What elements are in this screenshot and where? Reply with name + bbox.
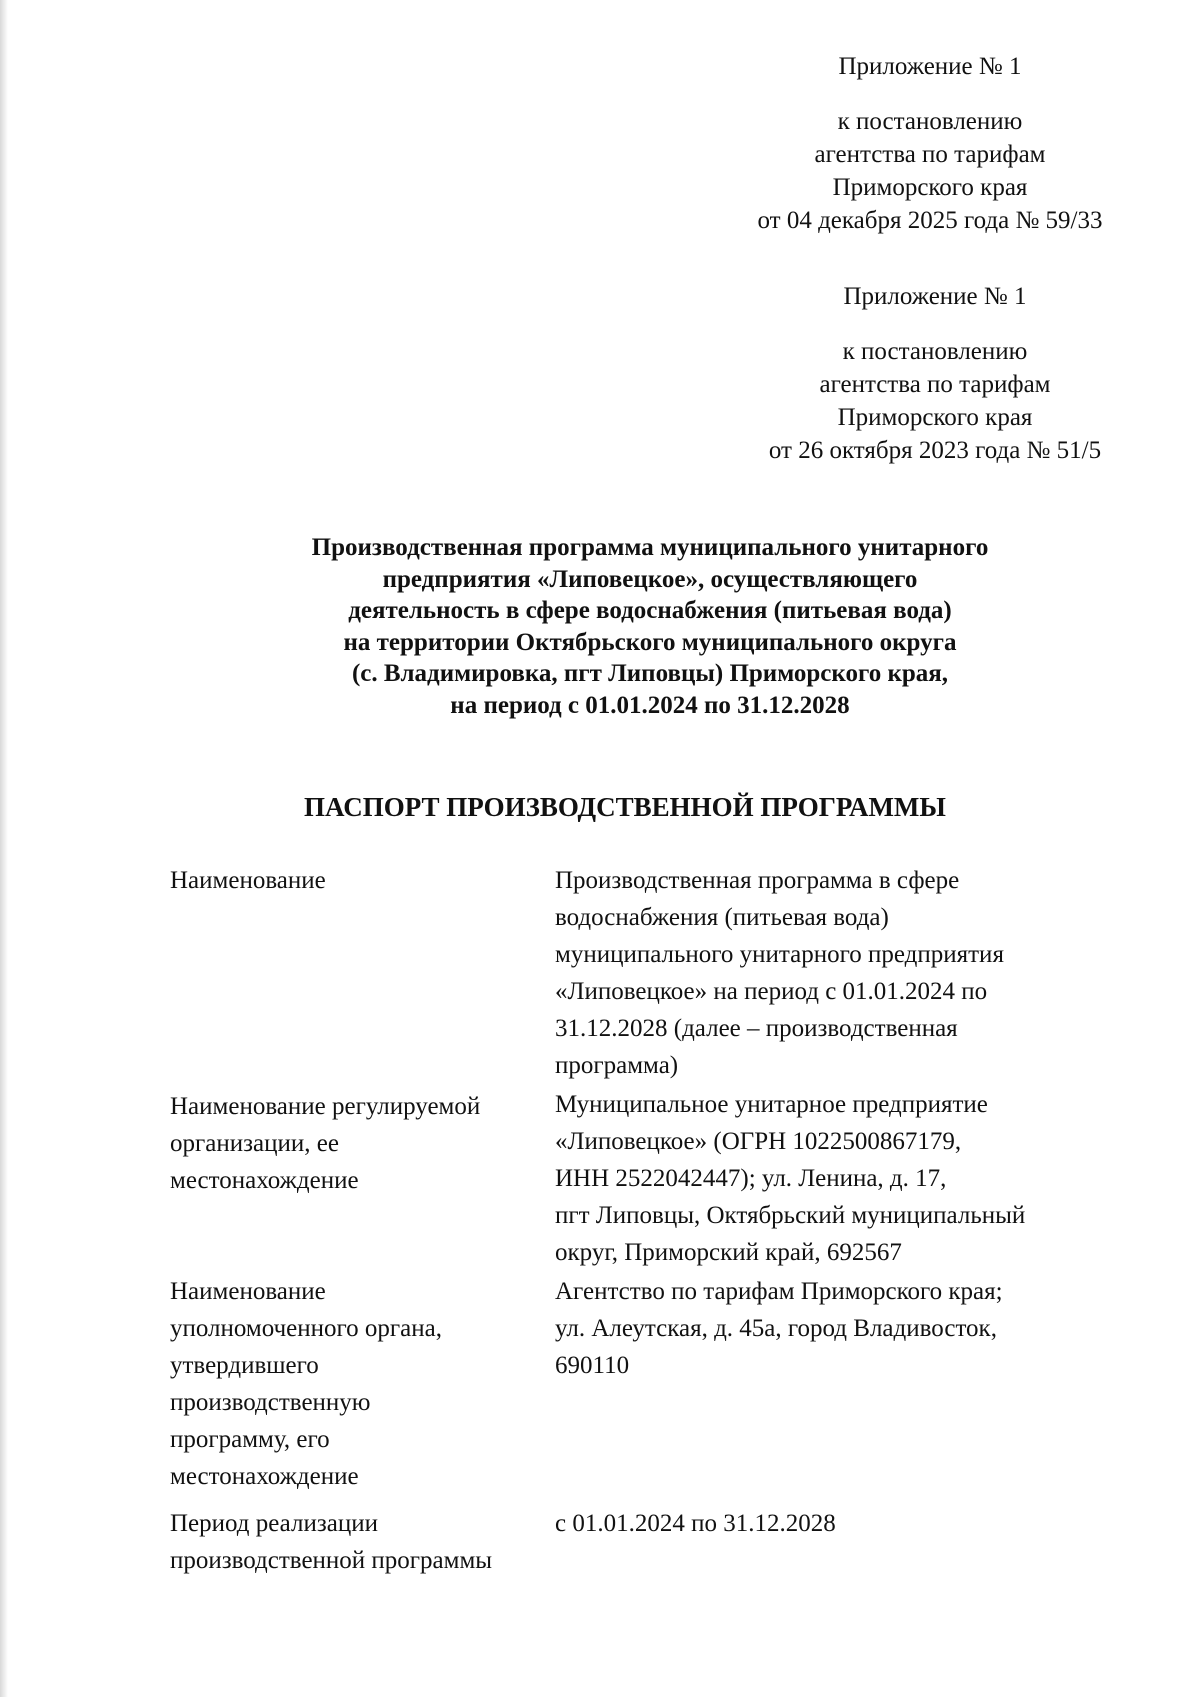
value-line: ул. Алеутская, д. 45а, город Владивосток,: [555, 1315, 997, 1342]
title-line: предприятия «Липовецкое», осуществляющего: [382, 565, 918, 593]
document-title: [200, 532, 1100, 721]
label-line: местонахождение: [170, 1463, 359, 1490]
value-line: муниципального унитарного предприятия: [555, 941, 1004, 968]
passport-row-authority: [170, 1273, 1130, 1495]
passport-row-value: [555, 1086, 1100, 1271]
passport-row-value: [555, 1273, 1100, 1495]
scan-edge-shadow: [0, 0, 8, 1697]
value-line: «Липовецкое» (ОГРН 1022500867179,: [555, 1128, 962, 1155]
appendix-line: агентства по тарифам: [819, 371, 1051, 398]
title-line: деятельность в сфере водоснабжения (питьевая вода): [348, 597, 952, 624]
appendix-block-current: [690, 50, 1170, 237]
appendix-label: Приложение № 1: [843, 283, 1027, 310]
appendix-date-line: от 26 октября 2023 года № 51/5: [768, 437, 1102, 464]
label-line: местонахождение: [170, 1167, 359, 1194]
appendix-line: агентства по тарифам: [814, 141, 1046, 168]
value-line: Производственная программа в сфере: [555, 867, 960, 894]
label-line: организации, ее: [170, 1130, 339, 1157]
title-line: на период с 01.01.2024 по 31.12.2028: [450, 691, 850, 719]
appendix-block-previous: [695, 280, 1175, 467]
appendix-label: Приложение № 1: [838, 53, 1022, 80]
label-line: Наименование: [170, 867, 326, 894]
value-line: с 01.01.2024 по 31.12.2028: [555, 1510, 836, 1537]
passport-row-label: [170, 1505, 555, 1579]
label-line: программу, его: [170, 1426, 330, 1453]
passport-heading: ПАСПОРТ ПРОИЗВОДСТВЕННОЙ ПРОГРАММЫ: [304, 792, 946, 822]
passport-row-period: [170, 1505, 1130, 1579]
title-line: на территории Октябрьского муниципального округа: [343, 628, 957, 656]
appendix-date-line: от 04 декабря 2025 года № 59/33: [757, 207, 1103, 234]
value-line: водоснабжения (питьевая вода): [555, 904, 889, 931]
passport-row-value: [555, 1505, 1100, 1579]
label-line: уполномоченного органа,: [170, 1315, 442, 1342]
passport-row-label: [170, 1273, 555, 1495]
passport-row-value: [555, 862, 1100, 1084]
label-line: производственную: [170, 1389, 371, 1416]
title-line: (с. Владимировка, пгт Липовцы) Приморского края,: [351, 660, 949, 687]
appendix-line: Приморского края: [832, 174, 1028, 201]
value-line: Агентство по тарифам Приморского края;: [555, 1278, 1003, 1305]
label-line: производственной программы: [170, 1547, 493, 1574]
label-line: Наименование регулируемой: [170, 1093, 481, 1120]
value-line: программа): [555, 1052, 679, 1079]
label-line: Наименование: [170, 1278, 326, 1305]
passport-row-organization: [170, 1086, 1130, 1271]
label-line: утвердившего: [170, 1352, 319, 1379]
value-line: округ, Приморский край, 692567: [555, 1239, 902, 1266]
label-line: Период реализации: [170, 1510, 378, 1537]
value-line: 690110: [555, 1352, 630, 1379]
value-line: 31.12.2028 (далее – производственная: [555, 1015, 958, 1042]
passport-row-label: [170, 1086, 555, 1271]
appendix-line: к постановлению: [842, 338, 1028, 365]
appendix-line: Приморского края: [837, 404, 1033, 431]
appendix-line: к постановлению: [837, 108, 1023, 135]
passport-row-label: [170, 862, 555, 1084]
value-line: пгт Липовцы, Октябрьский муниципальный: [555, 1202, 1026, 1229]
title-line: Производственная программа муниципального унитарного: [311, 534, 989, 561]
value-line: ИНН 2522042447); ул. Ленина, д. 17,: [555, 1165, 947, 1192]
value-line: «Липовецкое» на период с 01.01.2024 по: [555, 978, 988, 1005]
value-line: Муниципальное унитарное предприятие: [555, 1091, 988, 1118]
passport-row-name: [170, 862, 1130, 1084]
passport-table: [170, 862, 1130, 1581]
